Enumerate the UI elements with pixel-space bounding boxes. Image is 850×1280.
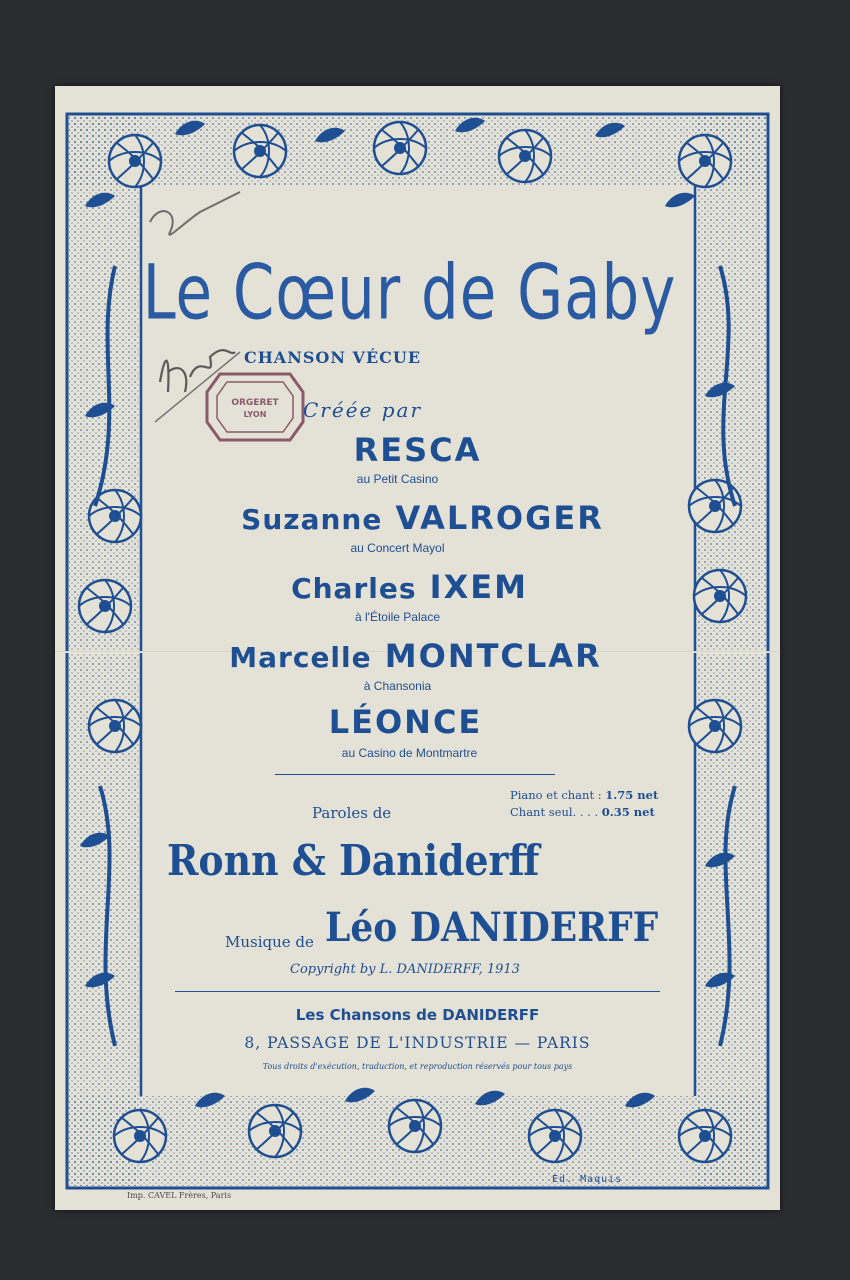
performer-name xyxy=(60,499,785,537)
stamp-text-top: ORGERET xyxy=(231,398,279,408)
copyright-notice: Copyright by L. DANIDERFF, 1913 xyxy=(290,962,520,977)
price-piano-value: 1.75 net xyxy=(605,788,659,802)
performer-venue: au Casino de Montmartre xyxy=(341,746,478,760)
performer-venue: au Concert Mayol xyxy=(350,541,445,555)
performer-last-name: LÉONCE xyxy=(328,703,483,741)
price-row-voice xyxy=(510,804,658,821)
price-piano-label: Piano et chant : xyxy=(510,788,602,802)
divider-rule xyxy=(275,774,555,775)
illustrator-signature: Ed. Maquis xyxy=(552,1174,623,1185)
performer-first-name: Marcelle xyxy=(229,641,372,674)
performer-first-name: Suzanne xyxy=(241,503,383,536)
price-voice-label: Chant seul. . . . xyxy=(510,805,599,819)
performer-name xyxy=(47,568,772,606)
performer-last-name: RESCA xyxy=(353,431,482,469)
music-label: Musique de xyxy=(225,933,314,951)
song-subtitle: CHANSON VÉCUE xyxy=(243,348,422,367)
performer-name xyxy=(55,431,780,469)
publisher-name: Les Chansons de DANIDERFF xyxy=(295,1006,540,1024)
printer-credit: Imp. CAVEL Frères, Paris xyxy=(127,1191,232,1200)
song-title: Le Cœur de Gaby xyxy=(142,248,677,337)
performer-venue: à l'Étoile Palace xyxy=(354,610,440,624)
price-list xyxy=(510,787,658,821)
performer-last-name: IXEM xyxy=(429,568,528,606)
performer-last-name: VALROGER xyxy=(395,499,604,537)
performer-venue: au Petit Casino xyxy=(356,472,439,486)
performer-venue: à Chansonia xyxy=(363,679,432,693)
lyricists-names: Ronn & Daniderff xyxy=(167,836,540,885)
price-row-piano xyxy=(510,787,658,804)
price-voice-value: 0.35 net xyxy=(601,805,655,819)
publisher-address: 8, PASSAGE DE L'INDUSTRIE — PARIS xyxy=(244,1034,591,1052)
divider-rule xyxy=(175,991,660,992)
rights-notice: Tous droits d'exécution, traduction, et reproduction réservés pour tous pays xyxy=(262,1062,573,1071)
performer-name xyxy=(43,703,768,741)
created-by-label: Créée par xyxy=(302,398,422,422)
lyrics-label: Paroles de xyxy=(312,804,392,822)
stamp-text-mid: LYON xyxy=(243,410,267,419)
performer-last-name: MONTCLAR xyxy=(384,637,602,675)
performer-name xyxy=(53,637,778,675)
sheet-music-cover xyxy=(55,86,780,1210)
performer-first-name: Charles xyxy=(291,572,417,605)
composer-name: Léo DANIDERFF xyxy=(325,904,659,951)
